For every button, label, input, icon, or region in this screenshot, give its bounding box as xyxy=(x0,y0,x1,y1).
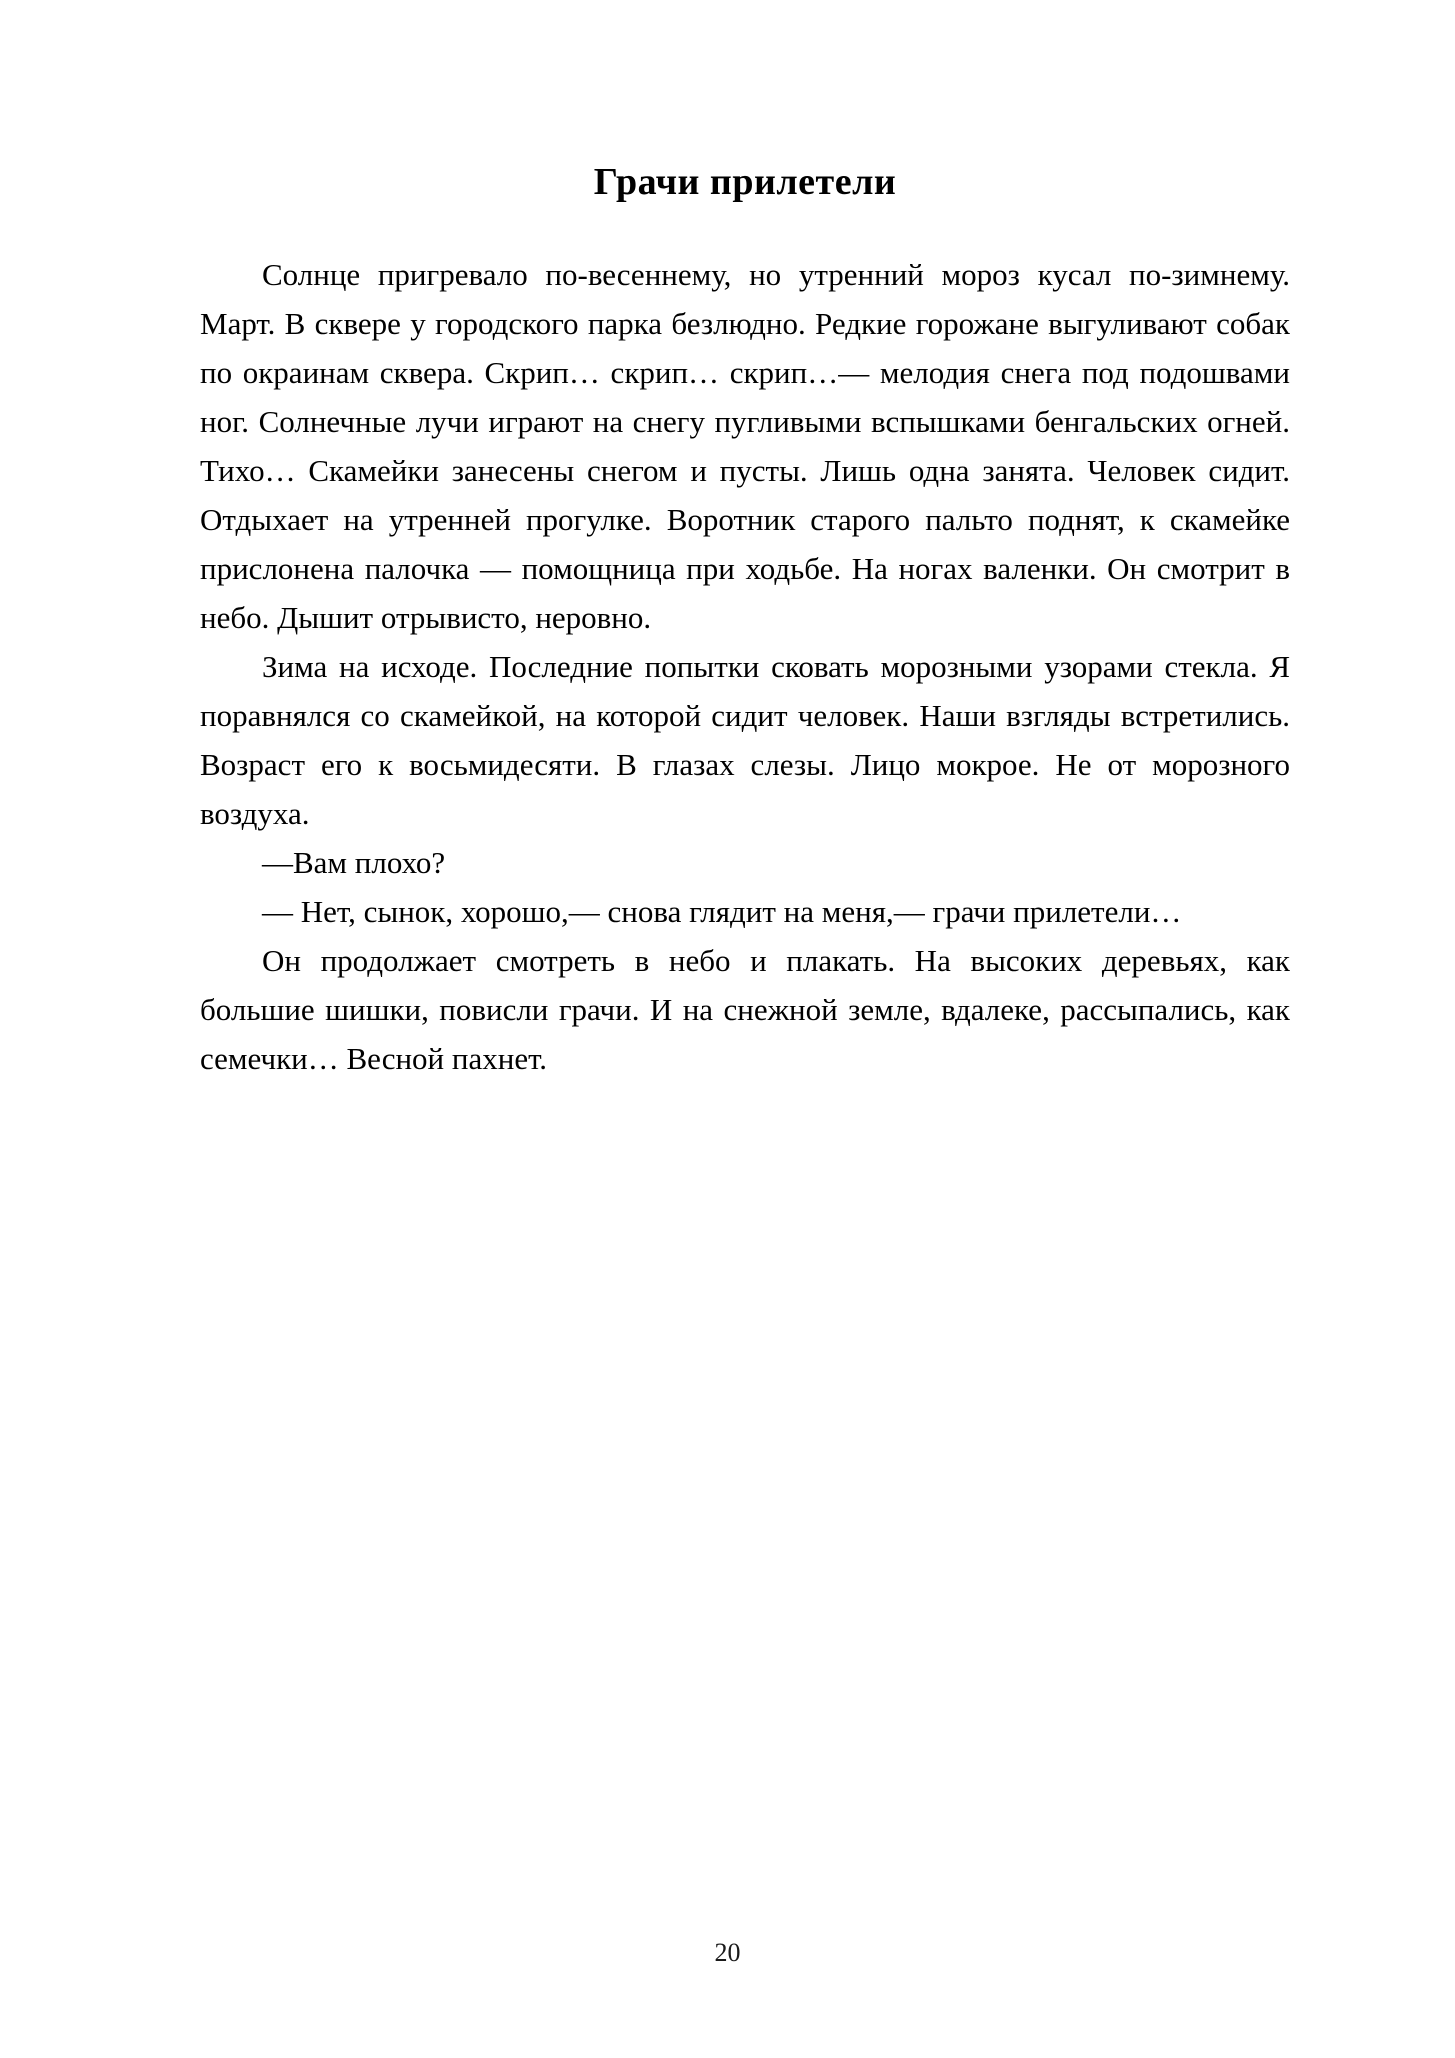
paragraph-2: Зима на исходе. Последние попытки сковать морозными узорами стекла. Я поравнялся со скамейкой, на которой сидит человек. Наши взгляды встретились. Возраст его к восьмидесяти. В глазах слезы. Лицо мокрое. Не от морозного воздуха. xyxy=(200,648,1290,831)
paragraph-4-dialogue-answer: — Нет, сынок, хорошо,— снова глядит на меня,— грачи прилетели… xyxy=(262,893,1182,929)
page-title: Грачи прилетели xyxy=(593,161,897,203)
document-body xyxy=(200,160,1290,1083)
paragraph-5: Он продолжает смотреть в небо и плакать. На высоких деревьях, как большие шишки, повисли грачи. И на снежной земле, вдалеке, рассыпались, как семечки… Весной пахнет. xyxy=(200,942,1290,1076)
page-number: 20 xyxy=(714,1938,741,1967)
paragraph-1: Солнце пригревало по-весеннему, но утренний мороз кусал по-зимнему. Март. В сквере у городского парка безлюдно. Редкие горожане выгуливают собак по окраинам сквера. Скрип… скрип… скрип…— мелодия снега под подошвами ног. Солнечные лучи играют на снегу пугливыми вспышками бенгальских огней. Тихо… Скамейки занесены снегом и пусты. Лишь одна занята. Человек сидит. Отдыхает на утренней прогулке. Воротник старого пальто поднят, к скамейке прислонена палочка — помощница при ходьбе. На ногах валенки. Он смотрит в небо. Дышит отрывисто, неровно. xyxy=(200,256,1290,635)
paragraph-3-dialogue-question: —Вам плохо? xyxy=(262,844,446,880)
